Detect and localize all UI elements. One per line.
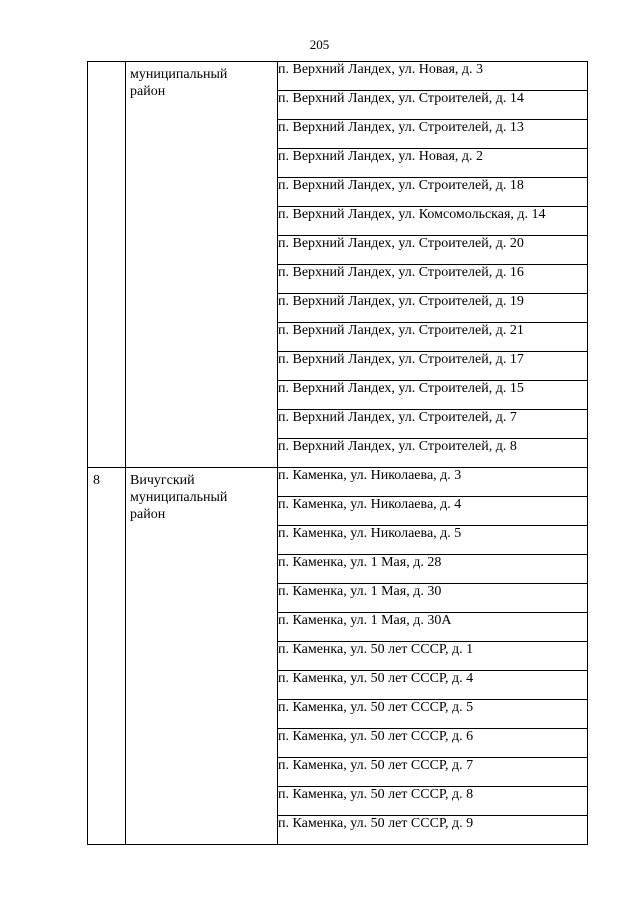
address-cell: п. Каменка, ул. Николаева, д. 5: [278, 526, 588, 555]
address-cell: п. Каменка, ул. Николаева, д. 3: [278, 468, 588, 497]
address-cell: п. Каменка, ул. 1 Мая, д. 30А: [278, 613, 588, 642]
address-table: [87, 61, 588, 845]
address-cell: п. Каменка, ул. 50 лет СССР, д. 4: [278, 671, 588, 700]
address-cell: п. Каменка, ул. 1 Мая, д. 30: [278, 584, 588, 613]
page-number: 205: [309, 37, 330, 52]
address-cell: п. Верхний Ландех, ул. Строителей, д. 16: [278, 265, 588, 294]
row-number-cell: [88, 468, 126, 845]
address-cell: п. Верхний Ландех, ул. Строителей, д. 20: [278, 236, 588, 265]
row-number: 8: [93, 473, 100, 488]
address-cell: п. Каменка, ул. 50 лет СССР, д. 9: [278, 816, 588, 845]
district-cell: [126, 468, 278, 845]
row-number-cell: [88, 62, 126, 468]
address-cell: п. Верхний Ландех, ул. Новая, д. 3: [278, 62, 588, 91]
district-cell: [126, 62, 278, 468]
address-cell: п. Верхний Ландех, ул. Строителей, д. 19: [278, 294, 588, 323]
address-cell: п. Каменка, ул. 50 лет СССР, д. 6: [278, 729, 588, 758]
address-cell: п. Верхний Ландех, ул. Строителей, д. 14: [278, 91, 588, 120]
address-cell: п. Верхний Ландех, ул. Строителей, д. 7: [278, 410, 588, 439]
address-cell: п. Каменка, ул. 1 Мая, д. 28: [278, 555, 588, 584]
address-cell: п. Верхний Ландех, ул. Строителей, д. 21: [278, 323, 588, 352]
address-cell: п. Каменка, ул. Николаева, д. 4: [278, 497, 588, 526]
table-row: [88, 468, 588, 497]
table-row: [88, 62, 588, 91]
address-cell: п. Верхний Ландех, ул. Комсомольская, д. 14: [278, 207, 588, 236]
address-cell: п. Верхний Ландех, ул. Строителей, д. 17: [278, 352, 588, 381]
address-cell: п. Верхний Ландех, ул. Строителей, д. 15: [278, 381, 588, 410]
address-cell: п. Каменка, ул. 50 лет СССР, д. 5: [278, 700, 588, 729]
address-cell: п. Верхний Ландех, ул. Строителей, д. 8: [278, 439, 588, 468]
district-name: Вичугский муниципальный район: [130, 473, 228, 522]
address-cell: п. Каменка, ул. 50 лет СССР, д. 7: [278, 758, 588, 787]
district-name: муниципальный район: [130, 67, 228, 99]
address-cell: п. Верхний Ландех, ул. Новая, д. 2: [278, 149, 588, 178]
address-cell: п. Каменка, ул. 50 лет СССР, д. 1: [278, 642, 588, 671]
address-cell: п. Верхний Ландех, ул. Строителей, д. 13: [278, 120, 588, 149]
address-cell: п. Верхний Ландех, ул. Строителей, д. 18: [278, 178, 588, 207]
address-cell: п. Каменка, ул. 50 лет СССР, д. 8: [278, 787, 588, 816]
row-number: [88, 62, 125, 66]
address-table-body: [88, 62, 588, 845]
